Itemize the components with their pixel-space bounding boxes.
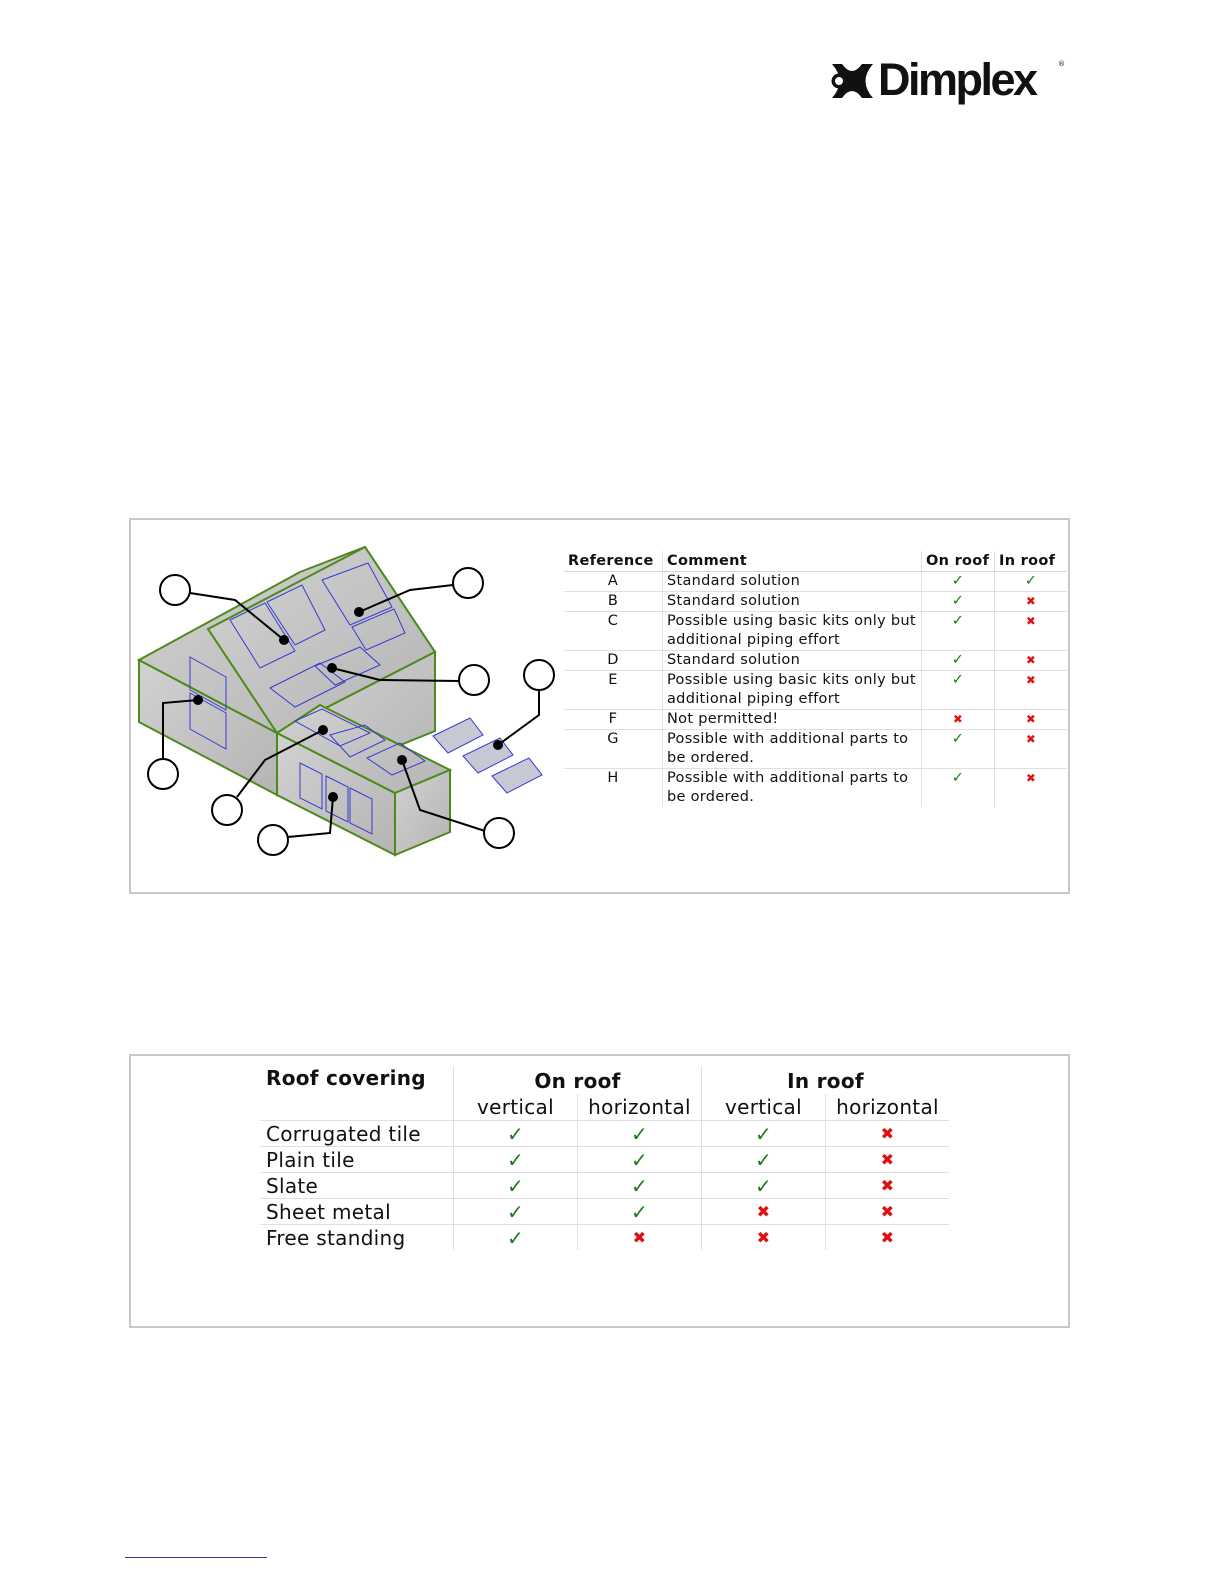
header-reference: Reference [564, 551, 663, 572]
roof-covering-label: Plain tile [260, 1147, 454, 1173]
in-roof-cell: ✖ [995, 612, 1068, 651]
table-row [564, 572, 1067, 592]
ref-cell: E [564, 671, 663, 710]
reference-table [564, 551, 1067, 807]
subheader-in-roof-horizontal: horizontal [826, 1094, 950, 1121]
mark-cell: ✓ [702, 1121, 826, 1147]
comment-cell: Possible using basic kits only but additional piping effort [663, 671, 922, 710]
dimplex-logo [828, 56, 1072, 106]
mark-cell: ✓ [454, 1147, 578, 1173]
comment-cell: Standard solution [663, 592, 922, 612]
ref-cell: F [564, 710, 663, 730]
mark-cell: ✖ [826, 1225, 950, 1251]
table-row [564, 710, 1067, 730]
header-group-in-roof: In roof [702, 1066, 950, 1094]
mark-cell: ✓ [454, 1199, 578, 1225]
mark-cell: ✓ [578, 1199, 702, 1225]
ref-cell: H [607, 770, 619, 786]
header-group-on-roof: On roof [454, 1066, 702, 1094]
in-roof-cell: ✖ [995, 769, 1068, 808]
in-roof-cell: ✖ [995, 592, 1068, 612]
mark-cell: ✓ [578, 1147, 702, 1173]
ref-cell: G [564, 730, 663, 769]
brand-name: Dimplex [878, 54, 1036, 105]
in-roof-cell: ✖ [995, 671, 1068, 710]
table-row [564, 612, 1067, 651]
ref-cell: B [564, 592, 663, 612]
roof-covering-table [260, 1066, 949, 1250]
brand-reg-mark: ® [1058, 60, 1065, 68]
mark-cell: ✓ [454, 1173, 578, 1199]
ref-cell: A [564, 572, 663, 592]
mark-cell: ✖ [578, 1225, 702, 1251]
header-roof-covering: Roof covering [260, 1066, 454, 1121]
roof-covering-label: Free standing [266, 1225, 406, 1250]
header-comment: Comment [663, 551, 922, 572]
mark-cell: ✖ [826, 1147, 950, 1173]
ref-cell: C [564, 612, 663, 651]
mark-cell: ✖ [702, 1199, 826, 1225]
mark-cell: ✓ [578, 1121, 702, 1147]
comment-cell: Possible using basic kits only but additional piping effort [663, 612, 922, 651]
roof-covering-label: Corrugated tile [260, 1121, 454, 1147]
in-roof-cell: ✖ [995, 730, 1068, 769]
table-row [260, 1225, 949, 1251]
mark-cell: ✖ [826, 1199, 950, 1225]
comment-cell: Possible with additional parts to be ordered. [663, 730, 922, 769]
table-row [564, 592, 1067, 612]
mark-cell: ✖ [702, 1225, 826, 1251]
subheader-in-roof-vertical: vertical [702, 1094, 826, 1121]
comment-cell: Standard solution [663, 651, 922, 671]
comment-cell: Not permitted! [663, 710, 922, 730]
on-roof-cell: ✓ [922, 730, 995, 769]
mark-cell: ✓ [702, 1173, 826, 1199]
roof-covering-label: Sheet metal [260, 1199, 454, 1225]
table-row [564, 671, 1067, 710]
table-row [260, 1121, 949, 1147]
mark-cell: ✓ [454, 1121, 578, 1147]
dimplex-logo-mark-icon [828, 58, 876, 108]
mark-cell: ✖ [826, 1121, 950, 1147]
mark-cell: ✖ [826, 1173, 950, 1199]
reference-table-header-row [564, 551, 1067, 572]
comment-cell: Standard solution [663, 572, 922, 592]
roof-table-group-row [260, 1066, 949, 1094]
on-roof-cell: ✓ [922, 612, 995, 651]
table-row [260, 1147, 949, 1173]
on-roof-cell: ✓ [922, 592, 995, 612]
mark-cell: ✓ [702, 1147, 826, 1173]
subheader-on-roof-horizontal: horizontal [578, 1094, 702, 1121]
on-roof-cell: ✓ [922, 769, 995, 808]
on-roof-cell: ✓ [922, 572, 995, 592]
in-roof-cell: ✖ [995, 710, 1068, 730]
table-row [564, 730, 1067, 769]
house-roof-mounting-diagram-icon [130, 535, 560, 875]
comment-cell: Possible with additional parts to be ordered. [663, 769, 922, 808]
mark-cell: ✓ [578, 1173, 702, 1199]
in-roof-cell: ✖ [995, 651, 1068, 671]
table-row [260, 1173, 949, 1199]
table-row [564, 769, 1067, 808]
header-on-roof: On roof [922, 551, 995, 572]
table-row [260, 1199, 949, 1225]
table-row [564, 651, 1067, 671]
roof-covering-label: Slate [260, 1173, 454, 1199]
footnote-separator [125, 1557, 267, 1558]
on-roof-cell: ✓ [922, 651, 995, 671]
mark-cell: ✓ [454, 1225, 578, 1251]
in-roof-cell: ✓ [995, 572, 1068, 592]
ref-cell: D [564, 651, 663, 671]
on-roof-cell: ✓ [922, 671, 995, 710]
header-in-roof: In roof [995, 551, 1068, 572]
on-roof-cell: ✖ [922, 710, 995, 730]
subheader-on-roof-vertical: vertical [454, 1094, 578, 1121]
